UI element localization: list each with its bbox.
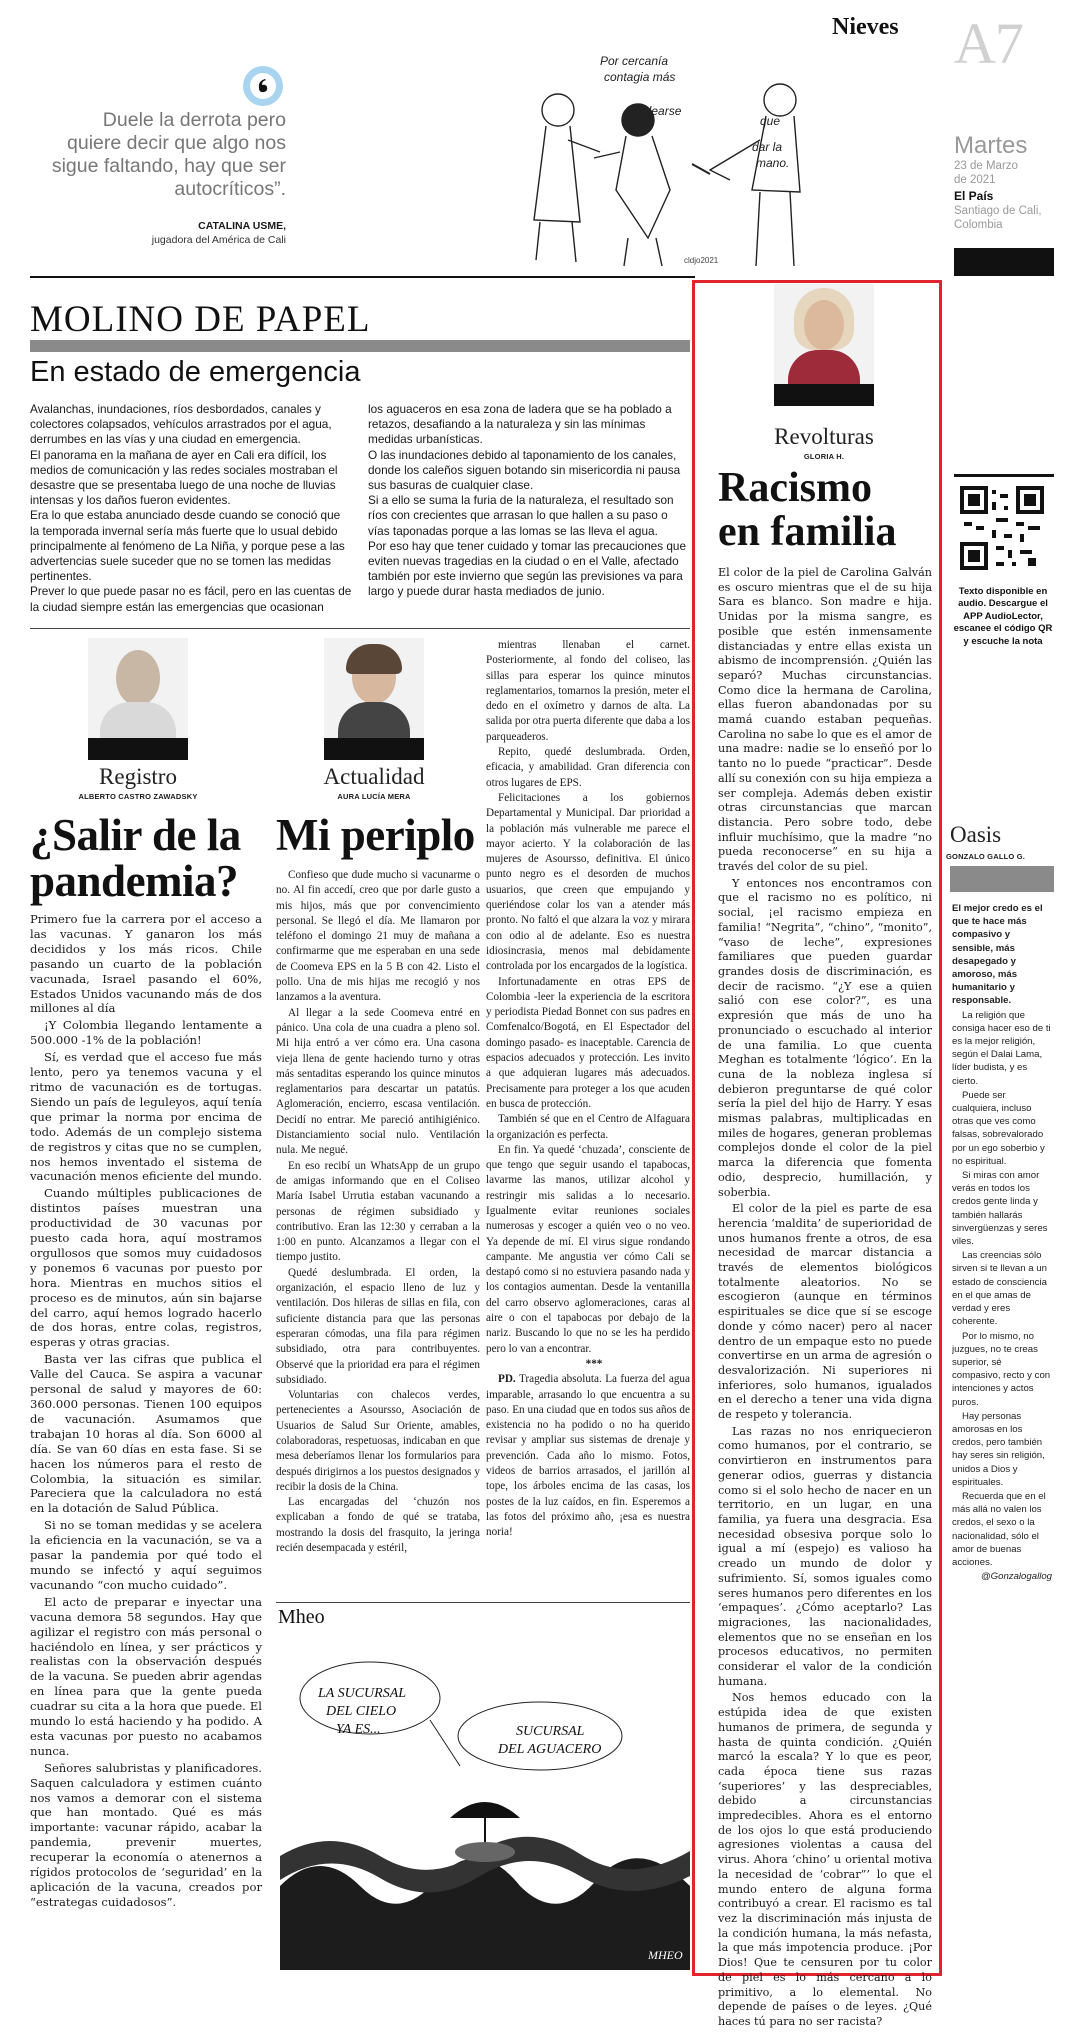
editorial-paragraph: El panorama en la mañana de ayer en Cali era difícil, los medios de comunicación y las redes sociales mostraban el desastre que se presentaba luego de una noche de lluvias intensas y los daños fueron evidentes. — [30, 447, 338, 508]
registro-author-face — [116, 650, 160, 706]
top-cartoon-caption-3: codearse — [632, 104, 682, 118]
editorial-paragraph: Era lo que estaba anunciado desde cuando se conoció que la temporada invernal sería más fuerte que lo usual debido principalmente al fenómeno de La Niña, y porque pese a las advertencias suele suceder que no se tomen las medidas pertinentes. — [30, 508, 345, 584]
revolturas-paragraph: El color de la piel es parte de esa herencia ‘maldita’ de superioridad de unos humanos frente a otros, de esa necesidad de marcar distancia a través de elementos biológicos totalmente aleatorios. No se escogieron (aunque en términos espirituales se dice que sí se escoge donde y cómo nacer) pero al nacer dentro de un empaque esto no puede convertirse en un arma de agresión o desvalorización. Ni superiores ni inferiores, solo humanos, igualados en el derecho a tener una vida digna de respeto y tolerancia. — [718, 1202, 932, 1422]
actualidad-col-1 — [276, 868, 480, 1556]
registro-paragraph: Sí, es verdad que el acceso fue más lento, pero ya tenemos vacuna y el ritmo de vacunación es de tortugas. Siendo un país de leguleyos, aquí tenía que primar la norma por encima de todo. Además de un complejo sistema de registros y citas que no se cumplen, nos hemos inventado el sistema de vacunación menos eficiente del mundo. — [30, 1050, 262, 1184]
qr-code-graphic — [960, 486, 1044, 570]
registro-paragraph: Basta ver las cifras que publica el Valle del Cauca. Se aspira a vacunar personal de salud y mayores de 60: 360.000 personas. Tienen 100 equipos de vacunación. Asumamos que trabajan 10 horas al día. Son 6000 al día. Se van 60 días en esta fase. Si se hacen los números para el resto de Colombia, la situación es similar. Pareciera que la calculadora no está en la dotación de Salud Pública. — [30, 1352, 262, 1516]
top-cartoon-figure-right — [690, 70, 840, 270]
editorial-col-1 — [30, 402, 352, 615]
actualidad-paragraph: Quedé deslumbrada. El orden, la organización, el espacio lleno de luz y ventilación. Dos hileras de sillas en fila, con suficiente distancia para que las personas esperaran cómodas, una fila para régimen subsidiado, otra para contribuyentes. Observé que la prioridad era para el régimen subsidiado. — [276, 1266, 480, 1386]
revolturas-author-face — [804, 300, 844, 350]
registro-paragraph: El acto de preparar e inyectar una vacuna demora 58 segundos. Hay que agilizar el registro con más personal o haciéndolo en línea, y ser prácticos y realistas con la observación después de la vacuna. Se pueden abrir agendas en línea para que la gente pueda cuadrar su cita a la hora que puede. El mundo lo está haciendo y ha podido. A esta vacunas por puesto no acabamos nunca. — [30, 1594, 262, 1758]
editorial-section-title: MOLINO DE PAPEL — [30, 299, 371, 340]
quote-author: CATALINA USME, — [198, 220, 286, 232]
editorial-bottom-rule — [30, 628, 690, 629]
top-cartoon-caption-6: mano. — [756, 156, 790, 170]
actualidad-pd-text: Tragedia absoluta. La fuerza del agua imparable, arrasando lo que encuentra a su paso. En una ciudad que en todos sus años de existencia no ha podido o no ha querido revisar y ampliar sus sistemas de drenaje y prevención. Cada año lo mismo. Fotos, videos de barrios arrasados, el jarillón al tope, los árboles encima de las casas, los postes de la luz caídos, en fin. Esperemos a las fotos del próximo año, ¡esa es nuestra noria! — [486, 1373, 690, 1539]
registro-section-name: Registro — [99, 764, 177, 789]
actualidad-article-title: Mi periplo — [276, 810, 475, 860]
oasis-lead: El mejor credo es el que te hace más compasivo y sensible, más desapegado y amoroso, más humanitario y responsable. — [952, 903, 1043, 1007]
qr-note: Texto disponible en audio. Descargue el APP AudioLector, escanee el código QR y escuche la nota — [953, 586, 1053, 647]
editorial-col-2 — [368, 402, 690, 600]
actualidad-paragraph: En fin. Ya quedé ‘chuzada’, consciente de que tengo que seguir usando el tapabocas, lavarme las manos, utilizar alcohol y restringir mis salidas a lo necesario. Igualmente evitar reuniones sociales numerosas y escoger a quién veo o no veo. Ya depende de mí. El virus sigue rondando campante. Me angustia ver cómo Cali se destapó como si no estuviera pasando nada y los contagios aumentan. Desde la ventanilla del carro observo aglomeraciones, caras al aire o con el tapabocas por debajo de la nariz. Buscando lo que no se les ha perdido pero lo van a encontrar. — [486, 1143, 690, 1355]
oasis-body — [952, 902, 1052, 1584]
oasis-paragraph: Por lo mismo, no juzgues, no te creas superior, sé compasivo, recto y con intenciones y actos puros. — [952, 1330, 1051, 1408]
qr-code-icon[interactable] — [960, 486, 1044, 570]
quote-bubble-icon — [243, 66, 283, 106]
registro-author-name: ALBERTO CASTRO ZAWADSKY — [78, 792, 198, 801]
qr-top-bar — [954, 474, 1054, 477]
registro-paragraph: Cuando múltiples publicaciones de distintos países muestran una productividad de 30 vacunas por puesto cada hora, aquí mostramos orgullosos que somos muy cuidadosos y ponemos 6 vacunas por puesto por hora. Mientras en muchos sitios el proceso es de minutos, aún sin bajarse del carro, aquí hemos logrado hacerlo de dos horas, entre colas, registros, esperas y otras gracias. — [30, 1186, 262, 1350]
actualidad-paragraph: Infortunadamente en otras EPS de Colombia -leer la experiencia de la escritora y periodista Piedad Bonnet con sus padres en Comfenalco/Bogotá, en El Espectador del domingo pasado- es inaceptable. Carencia de espacios adecuados y protección. Les invito a que adquieran lugares más adecuados. Precisamente para proteger a los que acuden en busca de protección. — [486, 975, 690, 1110]
header-page-number: A7 — [954, 11, 1023, 76]
top-cartoon-caption-2: contagia más — [604, 70, 676, 84]
revolturas-paragraph: Las razas no nos enriquecieron como humanos, por el contrario, se convirtieron en instrumentos para generar odios, guerras y distancia como si el solo hecho de nacer en un territorio, en un lugar, en una familia, ya fuera una desgracia. Esa necesidad obsesiva porque solo lo igual a mí (espejo) es valioso ha creado un mundo de dolor y sufrimiento. Sí, somos iguales como seres humanos pero diferentes en los ‘empaques’. ¿Cómo aceptarlo? Las migraciones, las nacionalidades, elementos que no se enseñan en los procesos educativos, no permiten considerar el valor de la condición humana. — [718, 1424, 932, 1688]
registro-article-title: ¿Salir de la pandemia? — [30, 810, 241, 906]
header-newspaper: El País — [954, 189, 994, 203]
actualidad-paragraph: En eso recibí un WhatsApp de un grupo de amigas informando que en el Coliseo María Isabel Urrutia estaban vacunando a personas de régimen subsidiado y contributivo. Eran las 12:30 y cerraban a la 1:00 en punto. Alcanzamos a llegar con el tiempo justito. — [276, 1159, 480, 1264]
registro-author-shirt — [100, 702, 176, 738]
header-date-day: Martes — [954, 132, 1028, 159]
oasis-paragraph: Hay personas amorosas en los credos, pero también hay seres sin religión, unidos a Dios y espirituales. — [952, 1410, 1045, 1488]
actualidad-pd — [486, 1372, 690, 1540]
top-cartoon-caption-5: dar la — [752, 140, 783, 154]
registro-paragraph: ¡Y Colombia llegando lentamente a 500.000 -1% de la población! — [30, 1018, 262, 1048]
actualidad-author-shirt — [338, 702, 410, 738]
revolturas-author-name: GLORIA H. — [803, 452, 845, 461]
editorial-paragraph: los aguaceros en esa zona de ladera que se ha poblado a retazos, desafiando a la naturaleza y sin las mínimas medidas urbanísticas. — [368, 402, 672, 447]
editorial-paragraph: Por eso hay que tener cuidado y tomar las precauciones que eviten nuevas tragedias en la ciudad o en el Valle, afectado también por este invierno que según las previsiones va para largo y puede durar hasta mediados de junio. — [368, 538, 687, 599]
top-cartoon-caption-1: Por cercanía — [600, 54, 669, 68]
revolturas-article-title-line1: Racismo — [718, 465, 872, 511]
registro-author-photo — [88, 638, 188, 760]
quote-text: Duele la derrota pero quiere decir que algo nos sigue faltando, hay que ser autocríticos”. — [51, 109, 286, 200]
oasis-section-name: Oasis — [950, 822, 1002, 847]
editorial-paragraph: Si a ello se suma la furia de la naturaleza, el resultado son ríos con crecientes que arrasan lo que hallen a su paso o vías taponadas porque a las lomas se las lleva el agua. — [368, 493, 674, 538]
actualidad-paragraph: Al llegar a la sede Coomeva entré en pánico. Una cola de una cuadra a pleno sol. Mi hija entró a ver cómo era. Una casona vieja llena de gente haciendo turno y otras más sentaditas esperando los quince minutos reglamentarios para descartar un patatús. Aglomeración, encierro, escasa ventilación. Decidí no entrar. Me pareció antihigiénico. Distanciamiento social nulo. Ventilación nula. Me negué. — [276, 1006, 480, 1157]
bottom-cartoon-bubble1-line2: DEL CIELO — [326, 1704, 397, 1719]
oasis-paragraph: La religión que consiga hacer eso de ti es la mejor religión, según el Dalai Lama, líder budista, y es cierto. — [952, 1009, 1051, 1087]
header-section-name: Nieves — [832, 14, 899, 40]
actualidad-separator: *** — [585, 1357, 603, 1370]
registro-article-body — [30, 912, 262, 1912]
editorial-paragraph: Avalanchas, inundaciones, ríos desbordados, canales y colectores colapsados, vehículos arrastrados por el agua, derrumbes en las vías y una ciudad en emergencia. — [30, 402, 332, 447]
revolturas-author-photo — [774, 284, 874, 406]
top-cartoon-signature: cldjo2021 — [684, 256, 719, 265]
actualidad-paragraph: Voluntarias con chalecos verdes, pertenecientes a Asoursso, Asociación de Usuarios de Salud Sur Oriente, amables, colaboradoras, respetuosas, indicaban en que mesa deberíamos llenar los formularios para después dirigirnos a los puestos designados y recibir la dosis de la China. — [276, 1389, 480, 1493]
bottom-cartoon-rule — [276, 1602, 690, 1603]
quote-mark-icon — [243, 66, 283, 106]
actualidad-paragraph: Repito, quedé deslumbrada. Orden, eficacia, y amabilidad. Gran diferencia con otros lugares de EPS. — [486, 746, 690, 789]
editorial-paragraph: Prever lo que puede pasar no es fácil, pero en las cuentas de la ciudad siempre están las emergencias que ocasionan — [30, 584, 352, 614]
editorial-paragraph: O las inundaciones debido al taponamiento de los canales, donde los caleños siguen botando sin misericordia ni pausa sus basuras de cualquier clase. — [368, 447, 681, 493]
bottom-cartoon-bubble2-line1: SUCURSAL — [516, 1724, 585, 1739]
oasis-paragraph: Puede ser cualquiera, incluso otras que ves como falsas, sobrevalorado por un ego soberbio y no espiritual. — [952, 1089, 1045, 1167]
actualidad-col-2 — [486, 638, 690, 1541]
header-date-line1: 23 de Marzo — [954, 160, 1018, 172]
bottom-cartoon-bubble1-line3: YA ES... — [336, 1722, 381, 1737]
revolturas-article-body — [718, 566, 932, 2032]
actualidad-author-hair — [346, 644, 402, 674]
revolturas-paragraph: Y entonces nos encontramos con que el racismo no es político, ni social, ¡el racismo empieza en familia! “Negrita”, “chino”, “monito”, “vaso de leche”, expresiones familiares que pueden guardar grandes dosis de discriminación, es decir de racismo. “¿Y ese a quien salió con ese color?”, es una expresión que más de uno ha pronunciado o escuchado al interior de una familia. Lo que cuenta Meghan es totalmente ‘lógico’. En la cuna de la nobleza inglesa sí debieron preguntarse de qué color sería la piel del hijo de Harry. Y esas mismas palabras, multiplicadas en miles de hogares, generan problemas complejos donde el color de la piel marca la diferencia que fomenta odio, desprecio, humillación, y soberbia. — [718, 876, 932, 1199]
bottom-cartoon-bubble1-line1: LA SUCURSAL — [318, 1686, 407, 1701]
revolturas-paragraph: Nos hemos educado con la estúpida idea de que existen humanos de primera, de segunda y hasta de quinta condición. ¿Quién marcó la escala? Y lo que es peor, cada época tiene sus razas ‘superiores’ y las despreciables, debido a circunstancias impredecibles. Ahora es el entorno de los ojos lo que está produciendo agresiones violentas a causa del virus. Ahora ‘chino’ u oriental motiva la necesidad de ‘cobrar”’ lo que el mundo entero de alguna forma contribuyó a crear. El racismo es tal vez la discriminación más injusta de la condición humana, la más nefasta, la que más impotencia produce. ¡Por Dios! Que te censuren por tu color de piel es lo más cercano a lo primitivo, a lo elemental. No depende de países o de leyes. ¿Qué haces tú para no ser racista? — [718, 1691, 932, 2028]
registro-paragraph: Señores salubristas y planificadores. Saquen calculadora y estimen cuánto nos vamos a demorar con el sistema que han montado. Qué es más importante: vacunar rápido, acabar la pandemia, prevenir muertes, recuperar la economía o atenernos a rígidos protocolos de ‘seguridad’ en la aplicación de la vacuna, creados por “estrategas cuidadosos”. — [30, 1760, 262, 1909]
actualidad-author-photo — [324, 638, 424, 760]
oasis-grey-bar — [950, 866, 1054, 892]
actualidad-author-name: AURA LUCÍA MERA — [337, 792, 411, 801]
bottom-cartoon-signature: MHEO — [648, 1948, 683, 1962]
actualidad-paragraph: mientras llenaban el carnet. Posteriormente, al fondo del coliseo, las sillas para esperar los quince minutos reglamentarios, tomarnos la presión, meter el dedo en el oxímetro y darnos de alta. La salida por otra puerta diferente que daba a los parqueaderos. — [486, 639, 690, 743]
oasis-paragraph: Si miras con amor verás en todos los credos gente linda y también hallarás sinvergüenzas y seres viles. — [952, 1170, 1048, 1248]
header-city-line2: Colombia — [954, 219, 1003, 231]
revolturas-article-title-line2: en familia — [718, 509, 897, 555]
actualidad-paragraph: Las encargadas del ‘chuzón nos explicaban a fondo de qué se trataba, mostrando la dosis del frasquito, la jeringa recién desempacada y estéril, — [276, 1496, 480, 1555]
header-rule — [30, 276, 695, 278]
header-date-line2: de 2021 — [954, 174, 996, 186]
bottom-cartoon-bubble2-line2: DEL AGUACERO — [498, 1742, 602, 1757]
actualidad-section-name: Actualidad — [323, 764, 425, 789]
oasis-author-name: GONZALO GALLO G. — [946, 852, 1026, 861]
actualidad-pd-label: PD. — [498, 1373, 516, 1386]
header-black-bar — [954, 248, 1054, 276]
top-cartoon-caption-4: que — [760, 114, 781, 128]
oasis-paragraph: Recuerda que en el más allá no valen los credos, el sexo o la nacionalidad, sólo el amor de buenas acciones. — [952, 1490, 1046, 1568]
oasis-handle[interactable]: @Gonzalogallog — [980, 1571, 1052, 1583]
header-city-line1: Santiago de Cali, — [954, 205, 1042, 217]
editorial-title: En estado de emergencia — [30, 356, 361, 388]
bottom-cartoon-label: Mheo — [278, 1606, 325, 1628]
registro-paragraph: Si no se toman medidas y se acelera la eficiencia en la vacunación, se va a pasar la pandemia por qué todo el mundo se infectó y aquí seguimos vacunando “con mucho cuidado”. — [30, 1518, 262, 1592]
oasis-paragraph: Las creencias sólo sirven si te llevan a un estado de consciencia en el que amas de verdad y eres coherente. — [952, 1250, 1047, 1328]
actualidad-paragraph: Confieso que dude mucho si vacunarme o no. Al fin accedí, creo que por darle gusto a mis hijos, más que por convencimiento personal. Se llegó el día. Me llamaron por teléfono el domingo 21 muy de mañana a confirmarme que me esperaban en una sede de Coomeva EPS en la 5 B con 42. Listo el pollo. Una de mis hijas me recogió y nos lanzamos a la aventura. — [276, 869, 480, 1004]
quote-role: jugadora del América de Cali — [151, 234, 286, 246]
revolturas-section-name: Revolturas — [774, 424, 874, 449]
actualidad-paragraph: También sé que en el Centro de Alfaguara la organización es perfecta. — [486, 1113, 690, 1141]
actualidad-paragraph: Felicitaciones a los gobiernos Departamental y Municipal. Dar prioridad a la población más vulnerable me parece el mayor acierto. Y la colaboración de las mujeres de Asoursso, definitiva. El único punto negro es el desorden de muchos usuarios, que creen que empujando y queriéndose colar los van a atender más pronto. No faltó el que alzara la voz y mirara con odio al de adelante. Eso es nuestra idiosincrasia, menos mal debidamente controlada por los encargados de la logística. — [486, 791, 690, 973]
revolturas-paragraph: El color de la piel de Carolina Galván es oscuro mientras que el de su hija Sara es blanco. Son madre e hija. Unidas por la misma sangre, es posible que estén inmensamente distanciadas y entre ellas exista un abismo de incomprensión. ¿Quién las separó? Muchas circunstancias. Como dice la hermana de Carolina, ellas fueron abandonadas por su mamá cuando estaban pequeñas. Carolina no sabe lo que es el amor de una madre: nadie se lo enseñó por lo tanto no lo puede “practicar”. Desde allí su conexión con su hija empieza a ser compleja. Además deben existir otras circunstancias que marcan distancia. Pero sobre todo, debe influir muchísimo, que la madre “no pueda reconocerse” en su hija a través del color de su piel. — [718, 566, 932, 874]
registro-paragraph: Primero fue la carrera por el acceso a las vacunas. Y ganaron los más decididos y los más ricos. Chile pasando un cuarto de la población vacunada, Israel pasando el 60%, Estados Unidos vacunando más de dos millones al día — [30, 912, 262, 1016]
editorial-grey-bar — [30, 340, 690, 352]
revolturas-author-shirt — [788, 350, 860, 384]
